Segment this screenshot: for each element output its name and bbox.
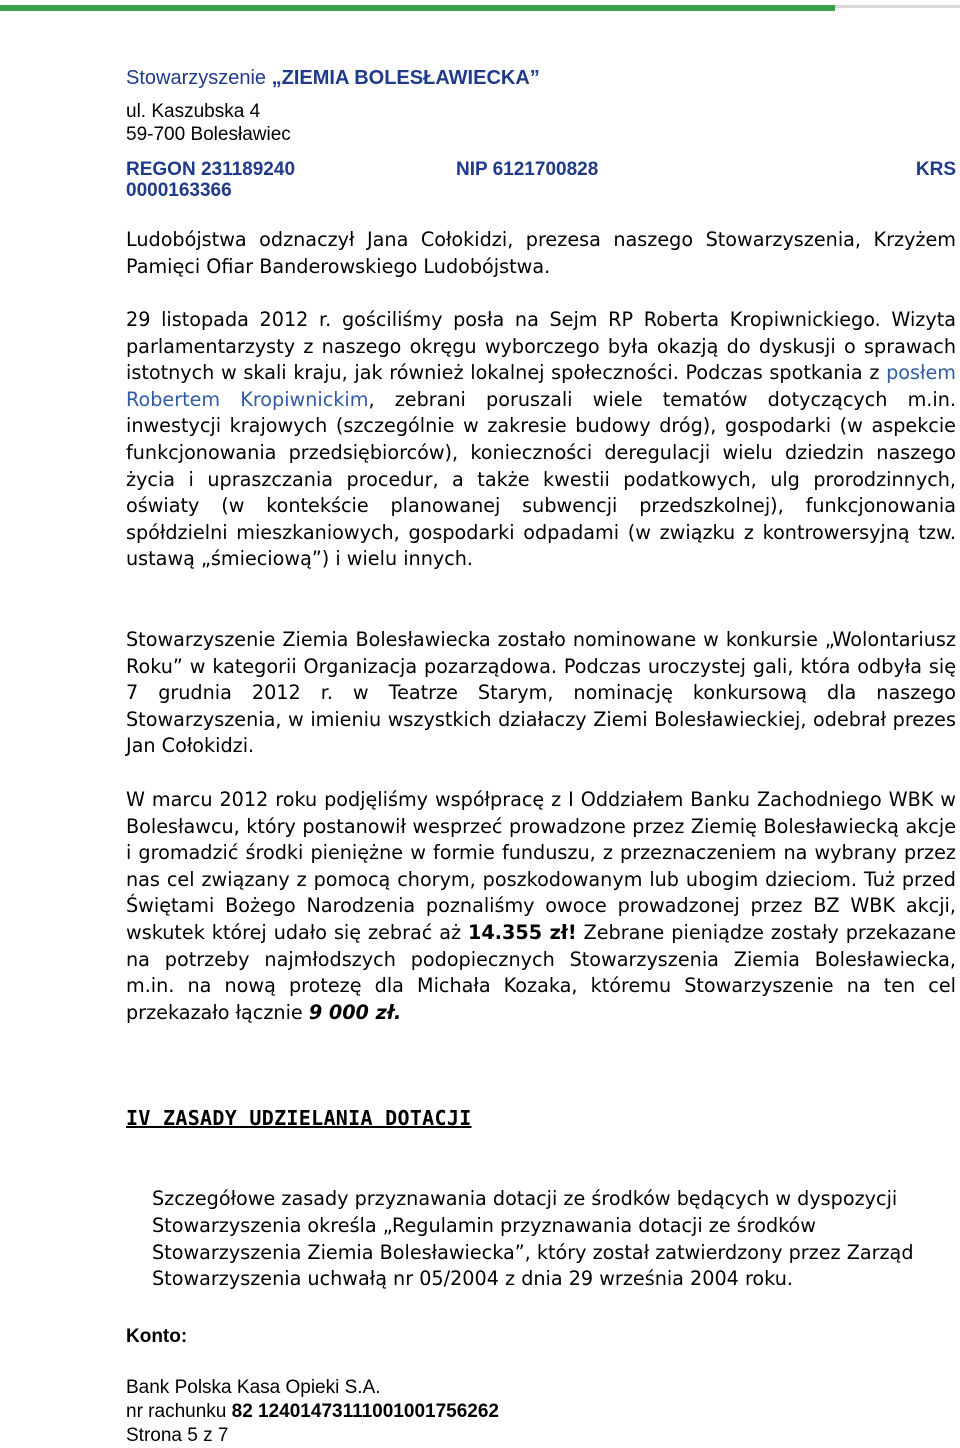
section-heading: IV ZASADY UDZIELANIA DOTACJI [126, 1106, 472, 1130]
paragraph-mp-visit: 29 listopada 2012 r. gościliśmy posła na Sejm RP Roberta Kropiwnickiego. Wizyta parlamentarzysty z naszego okręgu wyborczego była okazją do dyskusji o sprawach istotnych w skali kraju, jak również lokalnej społeczności. Podczas spotkania z posłem Robertem Kropiwnickim, zebrani poruszali wiele tematów dotyczących m.in. inwestycji krajowych (szczególnie w zakresie budowy dróg), gospodarki (w aspekcie funkcjonowania przedsiębiorców), konieczności deregulacji wielu dziedzin naszego życia i upraszczania procedur, a także kwestii podatkowych, ulg prorodzinnych, oświaty (w kontekście planowanej subwencji przedszkolnej), funkcjonowania spółdzielni mieszkaniowych, gospodarki odpadami (w związku z kontrowersyjną tzw. ustawą „śmieciową”) i wielu innych. [126, 308, 956, 571]
bank-name: Bank Polska Kasa Opieki S.A. [126, 1377, 381, 1398]
registry-ids [126, 156, 956, 184]
nip-number: NIP 6121700828 [456, 159, 599, 180]
total-amount: 9 000 zł. [308, 1000, 402, 1024]
top-bar-fill [0, 5, 835, 11]
paragraph-volunteer-nomination: Stowarzyszenie Ziemia Bolesławiecka zostało nominowane w konkursie „Wolontariusz Roku” w kategorii Organizacja pozarządowa. Podczas uroczystej gali, która odbyła się 7 grudnia 2012 r. w Teatrze Starym, nominację konkursową dla naszego Stowarzyszenia, w imieniu wszystkich działaczy Ziemi Bolesławieckiej, odebrał prezes Jan Cołokidzi. [126, 628, 956, 758]
paragraph-bank-cooperation: W marcu 2012 roku podjęliśmy współpracę z I Oddziałem Banku Zachodniego WBK w Bolesławcu, który postanowił wesprzeć prowadzone przez Ziemię Bolesławiecką akcje i gromadzić środki pieniężne w formie funduszu, z przeznaczeniem na wybrany przez nas cel związany z pomocą chorym, poszkodowanym lub ubogim dzieciom. Tuż przed Świętami Bożego Narodzenia poznaliśmy owoce prowadzonej przez BZ WBK akcji, wskutek której udało się zebrać aż 14.355 zł! Zebrane pieniądze zostały przekazane na potrzeby najmłodszych podopiecznych Stowarzyszenia Ziemia Bolesławiecka, m.in. na nową protezę dla Michała Kozaka, któremu Stowarzyszenie na ten cel przekazało łącznie 9 000 zł. [126, 788, 957, 1024]
krs-label: KRS [915, 159, 956, 180]
address-city: 59-700 Bolesławiec [126, 124, 291, 145]
address-street: ul. Kaszubska 4 [126, 101, 261, 122]
collected-amount: 14.355 zł! [468, 920, 577, 944]
regon-number: REGON 231189240 [126, 159, 296, 180]
top-progress-bar [0, 0, 960, 12]
organization-name: Stowarzyszenie „ZIEMIA BOLESŁAWIECKA” [126, 67, 540, 89]
krs-number: 0000163366 [126, 180, 232, 201]
grant-rules-text: Szczegółowe zasady przyznawania dotacji ze środków będących w dyspozycji Stowarzyszenia określa „Regulamin przyznawania dotacji ze środków Stowarzyszenia Ziemia Bolesławiecka”, który został zatwierdzony przez Zarząd Stowarzyszenia uchwałą nr 05/2004 z dnia 29 września 2004 roku. [152, 1187, 914, 1291]
page-number: Strona 5 z 7 [126, 1425, 229, 1446]
mp-link[interactable]: posłem Robertem Kropiwnickim [126, 361, 956, 411]
account-number: nr rachunku 82 12401473111001001756262 [126, 1401, 499, 1422]
paragraph-award: Ludobójstwa odznaczył Jana Cołokidzi, prezesa naszego Stowarzyszenia, Krzyżem Pamięci Ofiar Banderowskiego Ludobójstwa. [126, 228, 956, 278]
account-label: Konto: [126, 1326, 188, 1347]
